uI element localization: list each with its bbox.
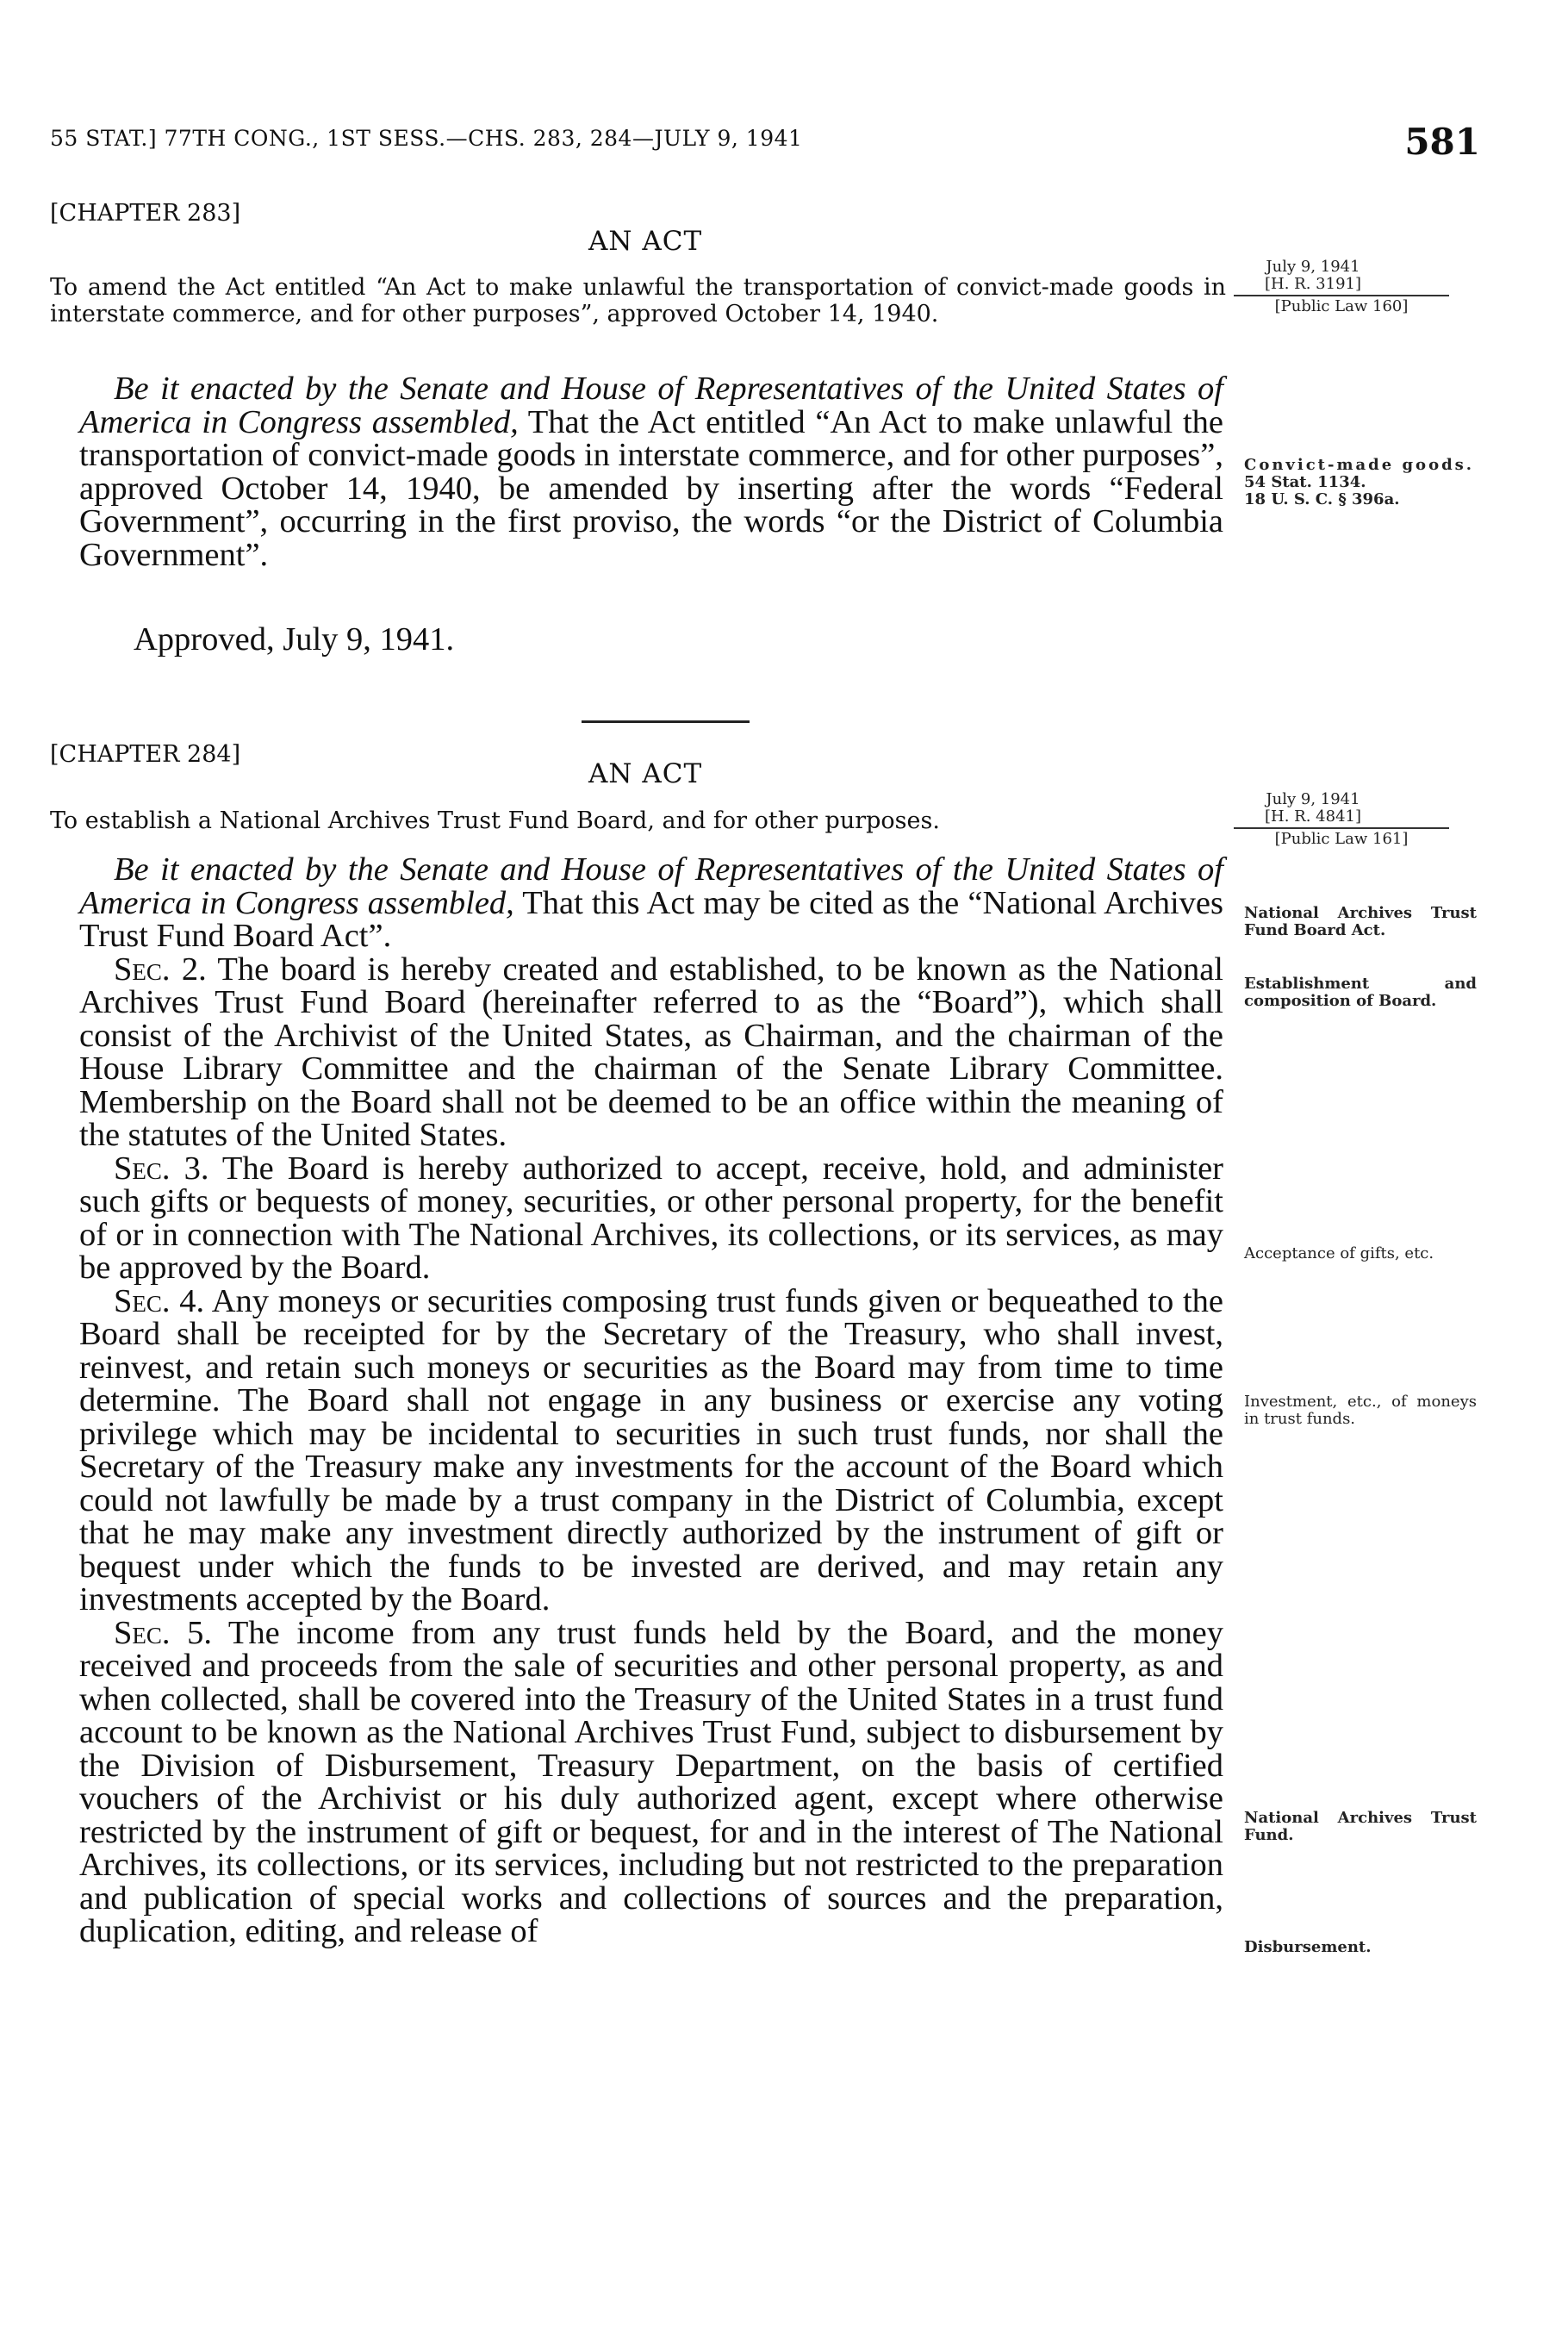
chapter-284-body — [79, 853, 1223, 1948]
margin-note-trust-fund: National Archives Trust Fund. — [1244, 1809, 1477, 1844]
chapter-284-margin — [1244, 791, 1485, 848]
chapter-283-heading: AN ACT — [588, 226, 703, 257]
chapter-284-enacting-clause: Be it enacted by the Senate and House of Representatives of the United States of America in Congress assembled, — [79, 851, 1223, 921]
margin-note-establishment: Establishment and composition of Board. — [1244, 975, 1477, 1010]
margin-stat-reference: 54 Stat. 1134. — [1244, 473, 1366, 491]
margin-divider — [1234, 827, 1449, 829]
section-divider — [582, 720, 750, 723]
chapter-283-label: [CHAPTER 283] — [50, 200, 241, 227]
margin-date: July 9, 1941 — [1266, 790, 1360, 808]
section-5-text: The income from any trust funds held by the Board, and the money received and proceeds from the sale of securities and other personal property, as and when collected, shall be covered into the Treasury of the United States in a trust fund account to be known as the National Archives Trust Fund, subject to disbursement by the Division of Disbursement, Treasury Department, on the basis of certified vouchers of the Archivist or his duly authorized agent, except where otherwise restricted by the instrument of gift or bequest, for and in the interest of The National Archives, its collections, or its services, including but not restricted to the preparation and publication of special works and collections of sources and the preparation, duplication, editing, and release of — [79, 1614, 1223, 1949]
margin-public-law: [Public Law 161] — [1274, 830, 1409, 848]
section-3-label: Sec. 3. — [114, 1150, 209, 1187]
margin-bill-number: [H. R. 4841] — [1265, 807, 1361, 826]
margin-bill-number: [H. R. 3191] — [1265, 275, 1361, 293]
margin-note-convict-made: Convict-made goods. — [1244, 456, 1475, 474]
margin-divider — [1234, 295, 1449, 296]
chapter-283-text: That the Act entitled “An Act to make unlawful the transportation of convict-made goods in interstate commerce, and for other purposes”, approved October 14, 1940, be amended by inserting after the words “Federal Government”, occurring in the first proviso, the words “or the District of Columbia Government”. — [79, 403, 1223, 573]
section-4-label: Sec. 4. — [114, 1282, 205, 1319]
running-head-citation: 55 STAT.] 77TH CONG., 1ST SESS.—CHS. 283, 284—JULY 9, 1941 — [50, 126, 803, 151]
margin-note-gifts: Acceptance of gifts, etc. — [1244, 1244, 1434, 1262]
chapter-284-title: To establish a National Archives Trust Fund Board, and for other purposes. — [50, 807, 940, 834]
margin-date: July 9, 1941 — [1266, 258, 1360, 276]
margin-note-act-title: National Archives Trust Fund Board Act. — [1244, 904, 1477, 939]
chapter-283-title: To amend the Act entitled “An Act to make unlawful the transportation of convict-made goods in interstate commerce, and for other purposes”, approved October 14, 1940. — [50, 274, 1226, 327]
chapter-283-body — [79, 372, 1223, 571]
chapter-283-enacting-clause: Be it enacted by the Senate and House of Representatives of the United States of America in Congress assembled, — [79, 371, 1223, 440]
chapter-283-side-notes — [1244, 457, 1485, 508]
chapter-283-approved: Approved, July 9, 1941. — [134, 621, 455, 658]
section-2-label: Sec. 2. — [114, 951, 207, 988]
section-4-text: Any moneys or securities composing trust funds given or bequeathed to the Board shall be receipted for by the Secretary of the Treasury, who shall invest, reinvest, and retain such moneys or securities as the Board may from time to time determine. The Board shall not engage in any business or exercise any voting privilege which may be incidental to securities in such trust funds, nor shall the Secretary of the Treasury make any investments for the account of the Board which could not lawfully be made by a trust company in the District of Columbia, except that he may make any investment directly authorized by the instrument of gift or bequest under which the funds to be invested are derived, and may retain any investments accepted by the Board. — [79, 1282, 1223, 1618]
chapter-284-label: [CHAPTER 284] — [50, 741, 241, 768]
chapter-284-heading: AN ACT — [588, 758, 703, 789]
margin-note-disbursement: Disbursement. — [1244, 1938, 1372, 1956]
margin-usc-reference: 18 U. S. C. § 396a. — [1244, 490, 1400, 508]
section-5-label: Sec. 5. — [114, 1614, 212, 1651]
running-head — [50, 121, 1480, 172]
section-1-text: That this Act may be cited as the “National Archives Trust Fund Board Act”. — [79, 884, 1223, 954]
section-3-text: The Board is hereby authorized to accept, receive, hold, and administer such gifts or bequests of money, securities, or other personal property, for the benefit of or in connection with The National Archives, its collections, or its services, as may be approved by the Board. — [79, 1150, 1223, 1286]
page-number: 581 — [1404, 121, 1480, 163]
chapter-283-margin — [1244, 259, 1485, 315]
margin-public-law: [Public Law 160] — [1274, 297, 1409, 315]
section-2-text: The board is hereby created and established, to be known as the National Archives Trust Fund Board (hereinafter referred to as the “Board”), which shall consist of the Archivist of the United States, as Chairman, and the chairman of the House Library Committee and the chairman of the Senate Library Committee. Membership on the Board shall not be deemed to be an office within the meaning of the statutes of the United States. — [79, 951, 1223, 1153]
margin-note-investment: Investment, etc., of moneys in trust funds. — [1244, 1393, 1477, 1428]
